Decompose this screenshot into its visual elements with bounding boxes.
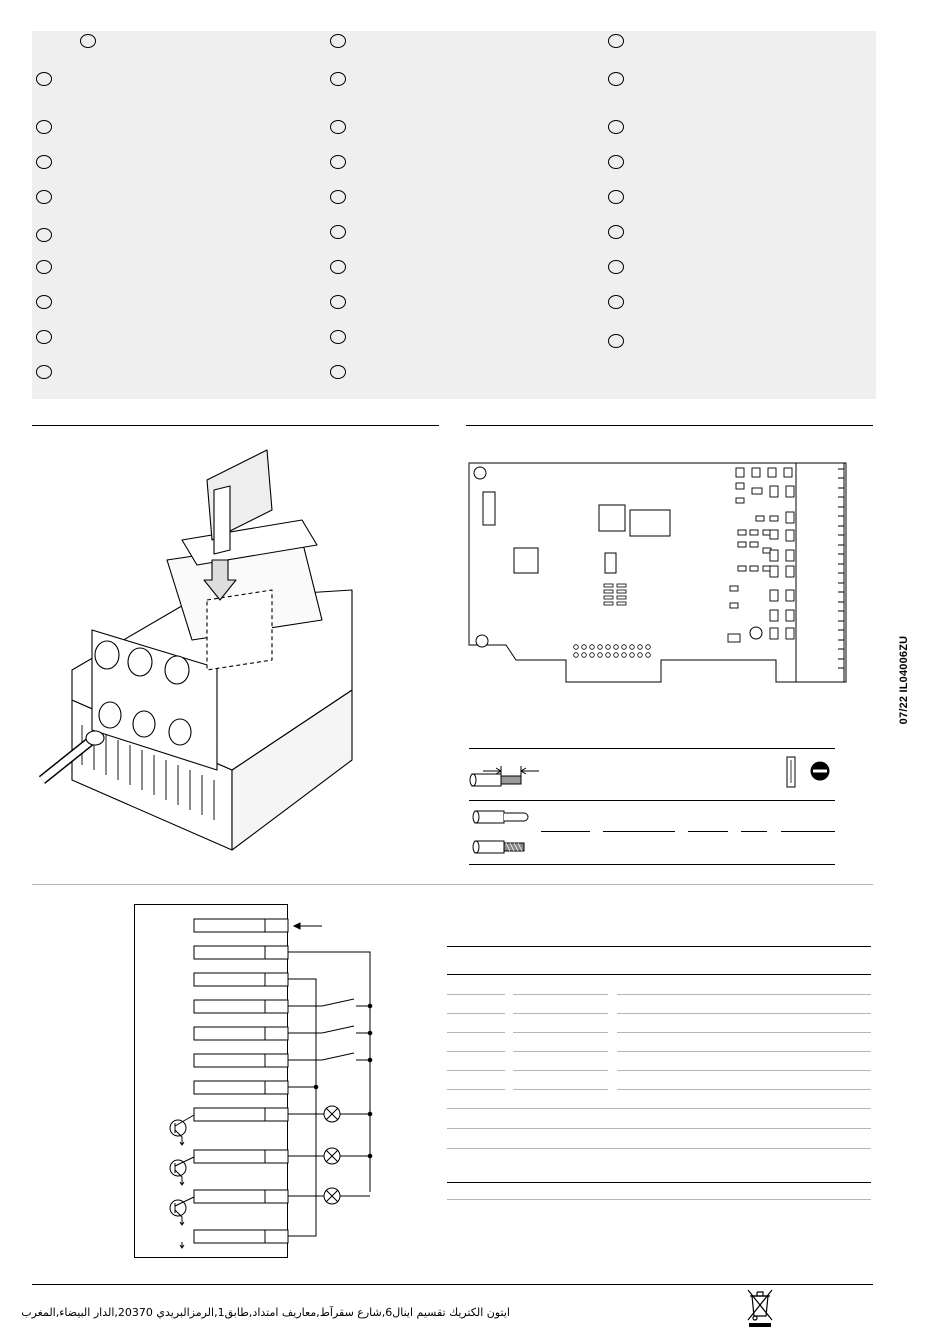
table-rule [513,1032,608,1033]
pcb-card-drawing [466,460,856,690]
table-rule [513,1089,608,1090]
language-option-circle-10[interactable] [330,34,346,48]
language-option-circle-8[interactable] [36,330,52,344]
table-rule [447,994,505,995]
language-option-circle-0[interactable] [80,34,96,48]
table-rule [447,1148,871,1149]
wire-table-cell-rule [541,831,590,832]
language-option-circle-12[interactable] [330,120,346,134]
wire-table-top-rule [469,748,835,749]
language-option-circle-9[interactable] [36,365,52,379]
wire-table-cell-rule [781,831,835,832]
wire-table-cell-rule [603,831,675,832]
wire-table-cell-rule [741,831,767,832]
table-rule [513,994,608,995]
table-rule [447,1108,871,1109]
language-option-circle-27[interactable] [608,295,624,309]
table-rule [447,974,871,975]
table-rule [513,1013,608,1014]
table-rule [447,1032,505,1033]
mounting-illustration [32,440,362,860]
wire-table-cell-rule [688,831,728,832]
language-option-circle-16[interactable] [330,260,346,274]
language-option-circle-13[interactable] [330,155,346,169]
language-option-circle-11[interactable] [330,72,346,86]
table-rule [617,1013,871,1014]
table-rule [447,1089,505,1090]
wiring-diagram [134,904,394,1260]
language-option-circle-5[interactable] [36,228,52,242]
section-rule-right [466,425,873,426]
language-option-circle-3[interactable] [36,155,52,169]
stripped-wire-icon [469,762,544,792]
wire-table-bottom-rule [469,864,835,865]
language-option-circle-21[interactable] [608,72,624,86]
language-option-circle-24[interactable] [608,190,624,204]
table-rule [447,1070,505,1071]
language-option-circle-26[interactable] [608,260,624,274]
solid-wire-icon [472,806,532,828]
language-option-circle-14[interactable] [330,190,346,204]
language-option-circle-22[interactable] [608,120,624,134]
language-option-circle-1[interactable] [36,72,52,86]
language-option-circle-25[interactable] [608,225,624,239]
table-rule [447,1128,871,1129]
document-code: 07/22 IL04006ZU [898,635,910,725]
language-option-circle-17[interactable] [330,295,346,309]
language-option-circle-2[interactable] [36,120,52,134]
table-rule [617,1051,871,1052]
language-option-circle-28[interactable] [608,334,624,348]
language-option-circle-18[interactable] [330,330,346,344]
table-rule [513,1051,608,1052]
table-rule [447,1051,505,1052]
language-selector-panel [32,31,876,399]
wire-table-mid-rule [469,800,835,801]
table-rule [447,1182,871,1183]
table-rule [617,1089,871,1090]
table-rule [617,1070,871,1071]
table-rule [617,1032,871,1033]
stranded-wire-icon [472,836,532,858]
table-rule [447,946,871,947]
language-option-circle-7[interactable] [36,295,52,309]
section-rule-left [32,425,439,426]
crossed-out-wheelie-bin-icon [746,1288,774,1328]
language-option-circle-6[interactable] [36,260,52,274]
language-option-circle-23[interactable] [608,155,624,169]
flat-screwdriver-icon [783,755,833,791]
language-option-circle-20[interactable] [608,34,624,48]
footer-address-arabic: ايتون الكتريك تقسيم اينال6,شارع سقرآط,معاريف امتداد,طابق1,الرمزالبريدي 20370,الدار البيضاء,المغرب [21,1306,510,1319]
footer-rule [32,1284,873,1285]
language-option-circle-19[interactable] [330,365,346,379]
language-option-circle-4[interactable] [36,190,52,204]
section-divider-middle [32,884,873,885]
language-option-circle-15[interactable] [330,225,346,239]
table-rule [513,1070,608,1071]
table-rule [447,1013,505,1014]
table-rule [447,1199,871,1200]
table-rule [617,994,871,995]
